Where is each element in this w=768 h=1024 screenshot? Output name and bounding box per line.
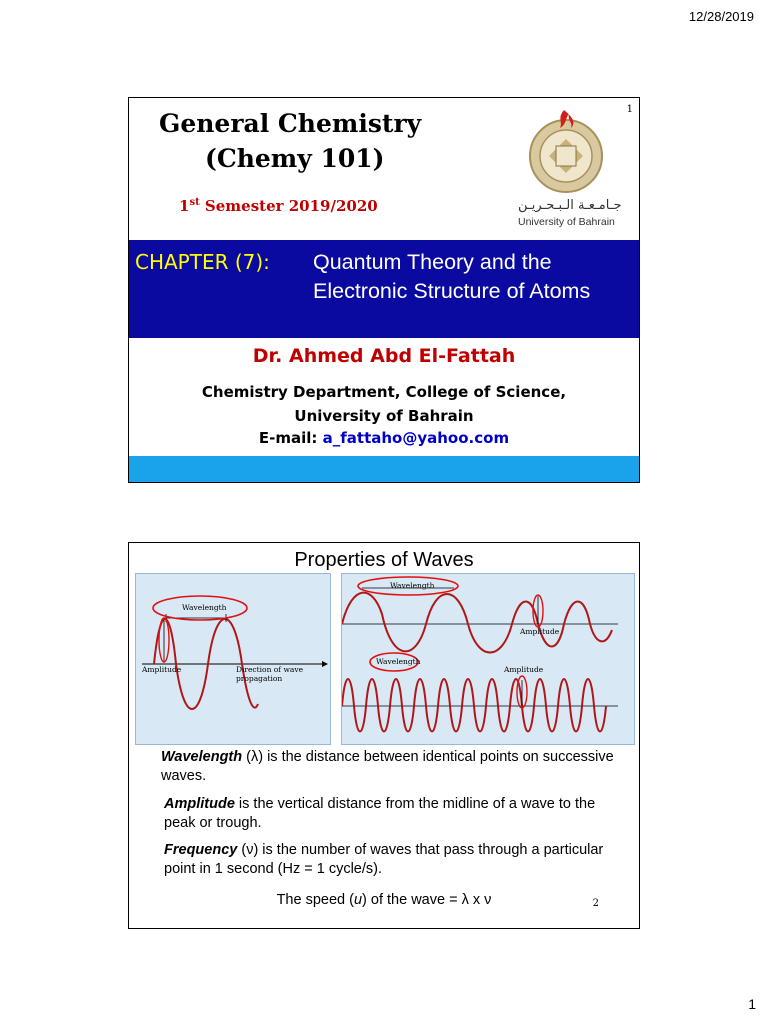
department-line2: University of Bahrain [294,407,474,425]
fig2-amplitude-top-label: Amplitude [520,627,560,636]
fig1-amplitude-label: Amplitude [142,665,182,674]
slide-2 [128,542,640,929]
course-title [159,106,421,176]
fig2-wavelength-bottom-label: Wavelength [376,657,421,666]
amplitude-def-text: is the vertical distance from the midline of a wave to the peak or trough. [164,796,596,831]
frequency-def-text: is the number of waves that pass through a particular point in 1 second (Hz = 1 cycle/s). [164,842,604,877]
frequency-symbol: (ν) [237,842,259,858]
author-name: Dr. Ahmed Abd El-Fattah [252,345,516,367]
frequency-definition [164,841,624,879]
fig1-wavelength-label: Wavelength [182,603,227,612]
fig2-wavelength-top-label: Wavelength [390,581,435,590]
course-title-line2: (Chemy 101) [205,144,385,173]
speed-variable: u [353,892,363,908]
bottom-bar [129,456,639,482]
page-number: 1 [748,996,756,1012]
email-address[interactable]: a_fattaho@yahoo.com [322,429,510,447]
page-date: 12/28/2019 [688,9,754,24]
university-name-arabic: جـامـعـة الـبـحـريـن [518,198,622,213]
slide-title: Properties of Waves [294,549,474,571]
email [129,429,639,447]
fig2-amplitude-bottom-label: Amplitude [504,665,544,674]
slide-number: 1 [626,104,633,115]
slide-1 [128,97,640,483]
university-name-english: University of Bahrain [518,216,615,228]
speed-suffix: ) of the wave = λ x ν [362,892,492,908]
fig1-direction-label: Direction of wave [236,665,304,674]
semester [179,197,378,215]
slide-number: 2 [592,898,599,909]
email-label: E-mail: [258,429,323,447]
university-seal-icon [527,104,605,200]
wavelength-definition [161,748,621,786]
amplitude-term: Amplitude [164,796,235,812]
chapter-label: CHAPTER (7): [135,250,270,274]
wave-speed-equation [129,892,639,908]
frequency-term: Frequency [164,842,238,858]
semester-ordinal: 1 [179,197,190,215]
department-line1: Chemistry Department, College of Science, [201,383,567,401]
speed-prefix: The speed ( [276,892,354,908]
wave-diagram-comparison [341,573,635,745]
wavelength-symbol: (λ) [242,749,264,765]
chapter-title: Quantum Theory and the Electronic Structure of Atoms [313,250,591,303]
wave-diagram-single [135,573,331,745]
semester-sup: st [189,197,200,208]
department [129,380,639,428]
course-title-line1: General Chemistry [159,109,422,138]
wavelength-def-text: is the distance between identical points on successive waves. [161,749,614,784]
fig1-propagation-label: propagation [236,674,283,683]
amplitude-definition [164,795,624,833]
wavelength-term: Wavelength [161,749,243,765]
semester-text: Semester 2019/2020 [199,197,378,215]
